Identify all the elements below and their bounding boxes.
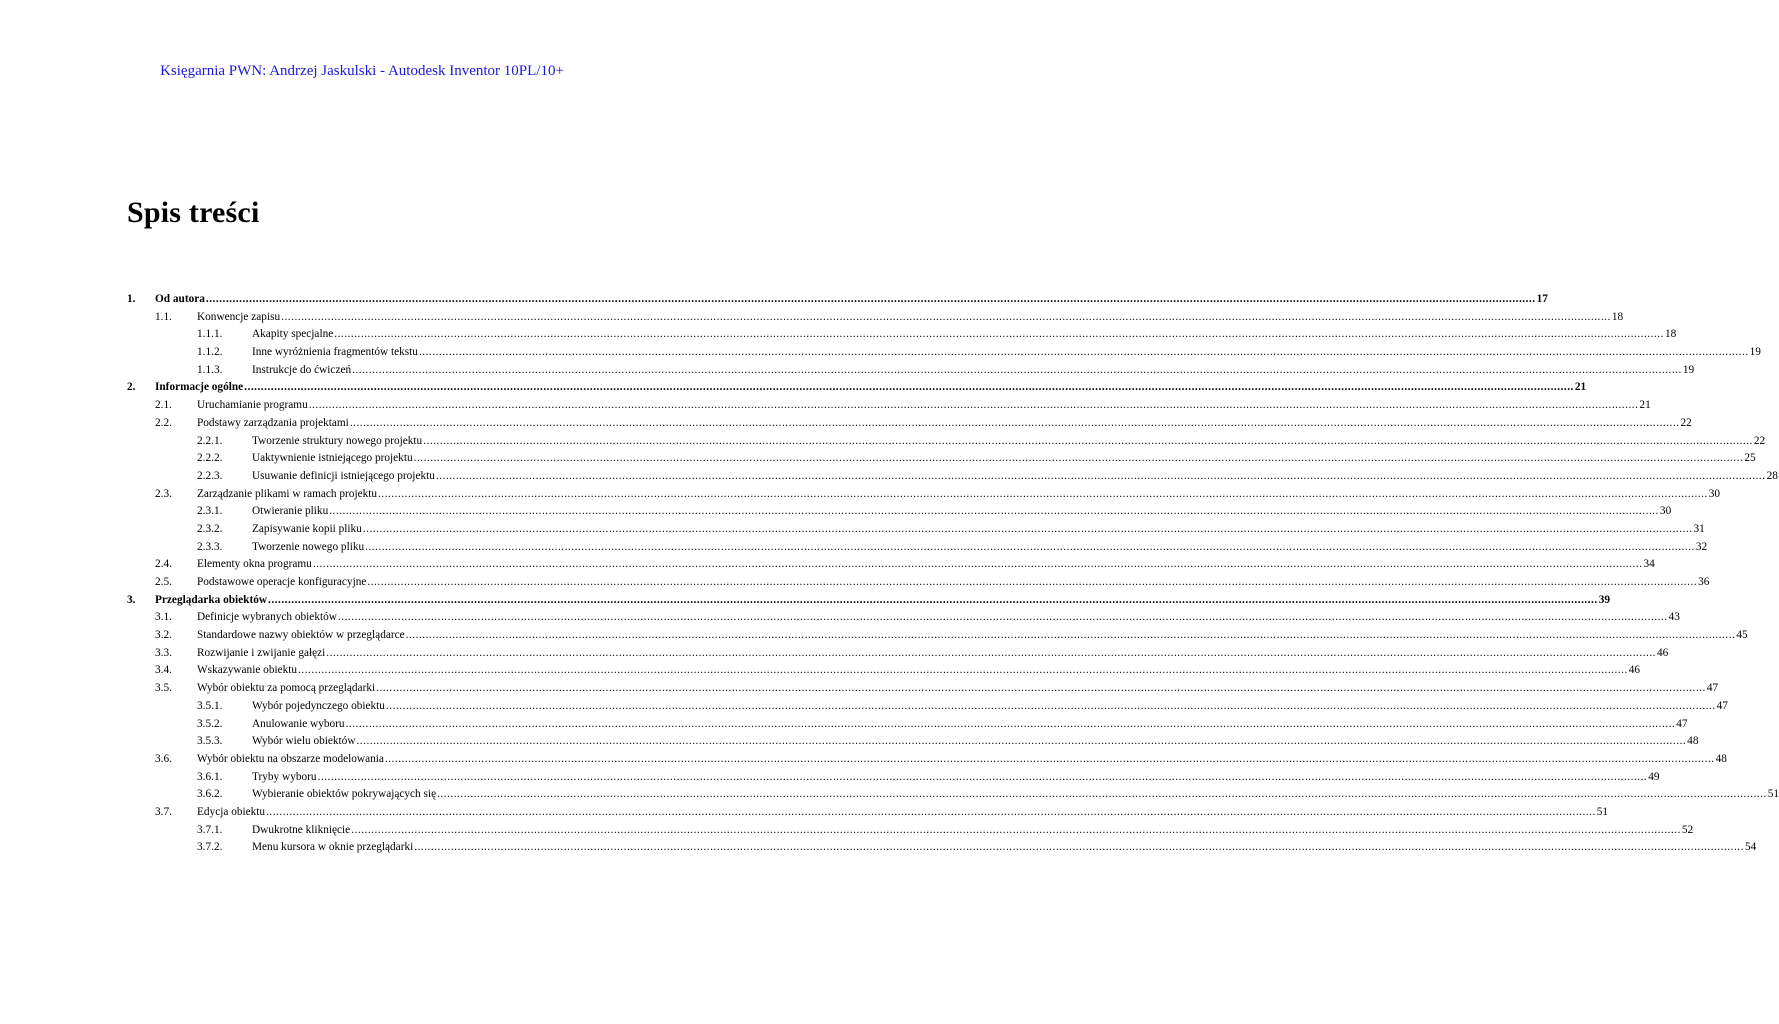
- toc-dot-leader: ................................................................................................................................................................................................................................................................................................................................................................................................................: [298, 664, 1628, 677]
- toc-entry-number: 3.6.: [155, 752, 172, 765]
- toc-entry-line: [197, 486, 1721, 504]
- toc-entry-number: 2.2.3.: [197, 469, 223, 482]
- toc-entry[interactable]: [127, 468, 1778, 486]
- toc-entry-page: 39: [1598, 593, 1610, 606]
- toc-entry-title: Akapity specjalne: [252, 328, 334, 341]
- toc-dot-leader: ................................................................................................................................................................................................................................................................................................................................................................................................................: [345, 717, 1676, 730]
- toc-entry-line: [197, 556, 1655, 574]
- toc-entry-title: Wybór obiektu na obszarze modelowania: [197, 752, 384, 765]
- toc-entry-title: Uruchamianie programu: [197, 399, 308, 412]
- toc-dot-leader: ................................................................................................................................................................................................................................................................................................................................................................................................................: [326, 646, 1656, 659]
- toc-entry[interactable]: [127, 839, 1757, 857]
- toc-dot-leader: ................................................................................................................................................................................................................................................................................................................................................................................................................: [337, 611, 1668, 624]
- toc-entry-number: 2.3.1.: [197, 505, 223, 518]
- toc-dot-leader: ................................................................................................................................................................................................................................................................................................................................................................................................................: [365, 540, 1695, 553]
- toc-entry-line: [252, 839, 1757, 857]
- toc-entry-page: 19: [1682, 363, 1695, 376]
- toc-entry-page: 18: [1664, 328, 1677, 341]
- toc-entry-line: [197, 804, 1609, 822]
- toc-dot-leader: ................................................................................................................................................................................................................................................................................................................................................................................................................: [317, 770, 1648, 783]
- toc-entry-number: 2.2.2.: [197, 452, 223, 465]
- toc-dot-leader: ................................................................................................................................................................................................................................................................................................................................................................................................................: [435, 469, 1766, 482]
- toc-entry-number: 2.3.: [155, 487, 172, 500]
- toc-entry-number: 3.: [127, 593, 136, 606]
- toc-entry-number: 3.3.: [155, 646, 172, 659]
- toc-entry-title: Edycja obiektu: [197, 805, 266, 818]
- toc-entry-line: [155, 592, 1610, 610]
- toc-dot-leader: ................................................................................................................................................................................................................................................................................................................................................................................................................: [312, 558, 1643, 571]
- toc-entry[interactable]: [127, 556, 1655, 574]
- toc-entry-number: 2.: [127, 381, 136, 394]
- toc-entry-number: 1.1.3.: [197, 363, 223, 376]
- toc-entry[interactable]: [127, 433, 1766, 451]
- toc-entry[interactable]: [127, 291, 1548, 309]
- toc-entry-title: Tryby wyboru: [252, 770, 317, 783]
- toc-entry-page: 17: [1536, 293, 1548, 305]
- toc-entry-title: Konwencje zapisu: [197, 310, 281, 323]
- toc-entry[interactable]: [127, 574, 1710, 592]
- toc-entry[interactable]: [127, 450, 1756, 468]
- toc-entry-line: [197, 609, 1680, 627]
- toc-entry[interactable]: [127, 662, 1641, 680]
- toc-dot-leader: ................................................................................................................................................................................................................................................................................................................................................................................................................: [437, 788, 1767, 801]
- toc-entry-page: 43: [1668, 611, 1680, 624]
- toc-entry-line: [197, 574, 1710, 592]
- toc-entry[interactable]: [127, 786, 1779, 804]
- page-title: Spis treści: [127, 196, 260, 229]
- toc-dot-leader: ................................................................................................................................................................................................................................................................................................................................................................................................................: [376, 682, 1706, 695]
- toc-dot-leader: ................................................................................................................................................................................................................................................................................................................................................................................................................: [244, 381, 1574, 394]
- toc-entry[interactable]: [127, 309, 1624, 327]
- toc-entry-number: 1.1.1.: [197, 328, 223, 341]
- toc-dot-leader: ................................................................................................................................................................................................................................................................................................................................................................................................................: [367, 576, 1698, 588]
- toc-dot-leader: ................................................................................................................................................................................................................................................................................................................................................................................................................: [351, 823, 1681, 836]
- toc-dot-leader: ................................................................................................................................................................................................................................................................................................................................................................................................................: [362, 522, 1693, 535]
- toc-entry-page: 47: [1676, 717, 1688, 730]
- toc-entry-title: Anulowanie wyboru: [252, 717, 345, 730]
- toc-entry-page: 34: [1643, 558, 1655, 571]
- toc-entry-page: 31: [1693, 522, 1705, 535]
- toc-entry-page: 52: [1681, 823, 1694, 836]
- toc-entry-line: [155, 379, 1587, 397]
- toc-entry-line: [197, 751, 1727, 769]
- toc-entry[interactable]: [127, 379, 1587, 397]
- toc-entry-line: [252, 769, 1660, 787]
- toc-entry[interactable]: [127, 344, 1761, 362]
- toc-dot-leader: ................................................................................................................................................................................................................................................................................................................................................................................................................: [308, 399, 1639, 412]
- toc-entry[interactable]: [127, 362, 1695, 380]
- toc-entry[interactable]: [127, 627, 1748, 645]
- toc-entry-page: 36: [1698, 576, 1710, 588]
- toc-entry[interactable]: [127, 680, 1719, 698]
- toc-entry-page: 46: [1628, 664, 1641, 677]
- toc-dot-leader: ................................................................................................................................................................................................................................................................................................................................................................................................................: [205, 293, 1536, 305]
- toc-entry-number: 3.2.: [155, 629, 172, 642]
- toc-entry-line: [197, 680, 1719, 698]
- toc-entry[interactable]: [127, 609, 1680, 627]
- toc-entry-title: Dwukrotne kliknięcie: [252, 823, 351, 836]
- toc-entry-title: Usuwanie definicji istniejącego projektu: [252, 469, 435, 482]
- toc-entry-number: 1.: [127, 293, 136, 305]
- toc-dot-leader: ................................................................................................................................................................................................................................................................................................................................................................................................................: [405, 629, 1736, 642]
- toc-entry-title: Menu kursora w oknie przeglądarki: [252, 841, 414, 854]
- toc-entry-title: Elementy okna programu: [197, 558, 312, 571]
- toc-entry-number: 3.5.3.: [197, 735, 223, 748]
- toc-entry-page: 25: [1744, 452, 1756, 465]
- toc-entry-page: 45: [1736, 629, 1748, 642]
- toc-entry-line: [155, 291, 1548, 309]
- toc-entry-line: [252, 503, 1672, 521]
- toc-entry-number: 2.5.: [155, 576, 172, 588]
- toc-entry-line: [252, 326, 1677, 344]
- toc-entry-title: Tworzenie nowego pliku: [252, 540, 365, 553]
- toc-entry-number: 3.1.: [155, 611, 172, 624]
- toc-entry-number: 3.6.2.: [197, 788, 223, 801]
- toc-entry-page: 22: [1680, 416, 1692, 429]
- toc-entry-line: [252, 450, 1756, 468]
- toc-entry-line: [252, 362, 1695, 380]
- toc-entry-line: [197, 309, 1624, 327]
- toc-entry[interactable]: [127, 592, 1610, 610]
- toc-entry-page: 21: [1574, 381, 1587, 394]
- toc-entry-title: Informacje ogólne: [155, 381, 244, 394]
- toc-entry-title: Definicje wybranych obiektów: [197, 611, 337, 624]
- toc-entry-page: 22: [1753, 434, 1766, 447]
- toc-entry[interactable]: [127, 415, 1692, 433]
- toc-entry-title: Wskazywanie obiektu: [197, 664, 298, 677]
- toc-entry-number: 2.4.: [155, 558, 172, 571]
- toc-entry-line: [252, 822, 1694, 840]
- toc-dot-leader: ................................................................................................................................................................................................................................................................................................................................................................................................................: [268, 593, 1598, 606]
- toc-entry-title: Od autora: [155, 293, 205, 305]
- toc-entry-line: [252, 468, 1778, 486]
- toc-entry-line: [197, 415, 1692, 433]
- toc-entry-number: 3.5.: [155, 682, 172, 695]
- toc-entry-title: Zarządzanie plikami w ramach projektu: [197, 487, 378, 500]
- toc-dot-leader: ................................................................................................................................................................................................................................................................................................................................................................................................................: [418, 346, 1749, 359]
- toc-entry-number: 1.1.: [155, 310, 172, 323]
- toc-entry[interactable]: [127, 733, 1699, 751]
- toc-dot-leader: ................................................................................................................................................................................................................................................................................................................................................................................................................: [356, 735, 1687, 748]
- toc-entry-line: [252, 344, 1761, 362]
- toc-entry-page: 30: [1708, 487, 1721, 500]
- toc-entry-title: Standardowe nazwy obiektów w przeglądarce: [197, 629, 405, 642]
- toc-entry-page: 28: [1766, 469, 1778, 482]
- toc-entry[interactable]: [127, 521, 1705, 539]
- toc-entry-line: [197, 627, 1748, 645]
- toc-entry-number: 3.7.: [155, 805, 172, 818]
- toc-entry-line: [252, 539, 1708, 557]
- toc-entry-title: Wybór obiektu za pomocą przeglądarki: [197, 682, 376, 695]
- toc-dot-leader: ................................................................................................................................................................................................................................................................................................................................................................................................................: [414, 841, 1744, 854]
- toc-entry-page: 30: [1659, 505, 1672, 518]
- toc-dot-leader: ................................................................................................................................................................................................................................................................................................................................................................................................................: [352, 363, 1682, 376]
- toc-entry-number: 1.1.2.: [197, 346, 223, 359]
- toc-entry[interactable]: [127, 804, 1609, 822]
- toc-entry[interactable]: [127, 769, 1660, 787]
- toc-entry-number: 2.3.3.: [197, 540, 223, 553]
- toc-entry-line: [197, 662, 1641, 680]
- toc-entry-line: [252, 733, 1699, 751]
- toc-entry-page: 46: [1656, 646, 1669, 659]
- toc-entry[interactable]: [127, 716, 1688, 734]
- toc-dot-leader: ................................................................................................................................................................................................................................................................................................................................................................................................................: [266, 805, 1596, 818]
- toc-entry-line: [252, 521, 1705, 539]
- toc-entry-page: 48: [1687, 735, 1699, 748]
- toc-entry-title: Wybór wielu obiektów: [252, 735, 356, 748]
- toc-entry-page: 32: [1695, 540, 1708, 553]
- toc-dot-leader: ................................................................................................................................................................................................................................................................................................................................................................................................................: [378, 487, 1708, 500]
- toc-entry-line: [197, 645, 1669, 663]
- toc-entry[interactable]: [127, 751, 1727, 769]
- toc-entry[interactable]: [127, 698, 1728, 716]
- toc-entry-number: 3.6.1.: [197, 770, 223, 783]
- toc-entry-title: Wybieranie obiektów pokrywających się: [252, 788, 437, 801]
- toc-entry-number: 2.2.1.: [197, 434, 223, 447]
- table-of-contents: [127, 291, 1779, 857]
- toc-entry-page: 47: [1706, 682, 1719, 695]
- toc-entry-number: 2.3.2.: [197, 522, 223, 535]
- toc-entry[interactable]: [127, 539, 1708, 557]
- toc-entry-page: 51: [1767, 788, 1779, 801]
- toc-dot-leader: ................................................................................................................................................................................................................................................................................................................................................................................................................: [334, 328, 1664, 341]
- toc-entry-number: 3.7.1.: [197, 823, 223, 836]
- toc-entry-title: Wybór pojedynczego obiektu: [252, 699, 385, 712]
- toc-entry-line: [197, 397, 1651, 415]
- page-header[interactable]: Księgarnia PWN: Andrzej Jaskulski - Autodesk Inventor 10PL/10+: [160, 63, 564, 79]
- toc-entry-number: 2.2.: [155, 416, 172, 429]
- toc-entry-title: Podstawy zarządzania projektami: [197, 416, 349, 429]
- toc-dot-leader: ................................................................................................................................................................................................................................................................................................................................................................................................................: [349, 416, 1680, 429]
- toc-entry-page: 18: [1611, 310, 1624, 323]
- toc-entry[interactable]: [127, 397, 1651, 415]
- toc-dot-leader: ................................................................................................................................................................................................................................................................................................................................................................................................................: [385, 699, 1716, 712]
- toc-entry-line: [252, 433, 1766, 451]
- toc-entry-number: 3.5.1.: [197, 699, 223, 712]
- toc-entry-title: Tworzenie struktury nowego projektu: [252, 434, 423, 447]
- toc-entry-title: Przeglądarka obiektów: [155, 593, 268, 606]
- toc-dot-leader: ................................................................................................................................................................................................................................................................................................................................................................................................................: [413, 452, 1744, 465]
- toc-entry-line: [252, 786, 1779, 804]
- toc-entry[interactable]: [127, 503, 1672, 521]
- toc-entry-title: Otwieranie pliku: [252, 505, 329, 518]
- toc-dot-leader: ................................................................................................................................................................................................................................................................................................................................................................................................................: [423, 434, 1753, 447]
- toc-entry-page: 51: [1596, 805, 1609, 818]
- toc-entry-title: Rozwijanie i zwijanie gałęzi: [197, 646, 326, 659]
- toc-entry-title: Instrukcje do ćwiczeń: [252, 363, 352, 376]
- toc-entry-page: 54: [1744, 841, 1757, 854]
- toc-entry-title: Inne wyróżnienia fragmentów tekstu: [252, 346, 418, 359]
- toc-dot-leader: ................................................................................................................................................................................................................................................................................................................................................................................................................: [384, 752, 1715, 765]
- toc-entry-page: 19: [1749, 346, 1761, 359]
- toc-entry-title: Uaktywnienie istniejącego projektu: [252, 452, 413, 465]
- toc-entry-page: 21: [1639, 399, 1651, 412]
- toc-entry-number: 3.5.2.: [197, 717, 223, 730]
- toc-entry-page: 47: [1716, 699, 1728, 712]
- toc-entry[interactable]: [127, 326, 1677, 344]
- toc-dot-leader: ................................................................................................................................................................................................................................................................................................................................................................................................................: [329, 505, 1659, 518]
- toc-entry[interactable]: [127, 822, 1694, 840]
- toc-entry-number: 2.1.: [155, 399, 172, 412]
- toc-entry[interactable]: [127, 486, 1721, 504]
- toc-entry-title: Podstawowe operacje konfiguracyjne: [197, 576, 367, 588]
- toc-entry-number: 3.4.: [155, 664, 172, 677]
- toc-entry-number: 3.7.2.: [197, 841, 223, 854]
- toc-entry[interactable]: [127, 645, 1669, 663]
- toc-entry-page: 49: [1648, 770, 1660, 783]
- toc-entry-line: [252, 698, 1728, 716]
- toc-dot-leader: ................................................................................................................................................................................................................................................................................................................................................................................................................: [281, 310, 1611, 323]
- toc-entry-title: Zapisywanie kopii pliku: [252, 522, 362, 535]
- toc-entry-line: [252, 716, 1688, 734]
- toc-entry-page: 48: [1715, 752, 1727, 765]
